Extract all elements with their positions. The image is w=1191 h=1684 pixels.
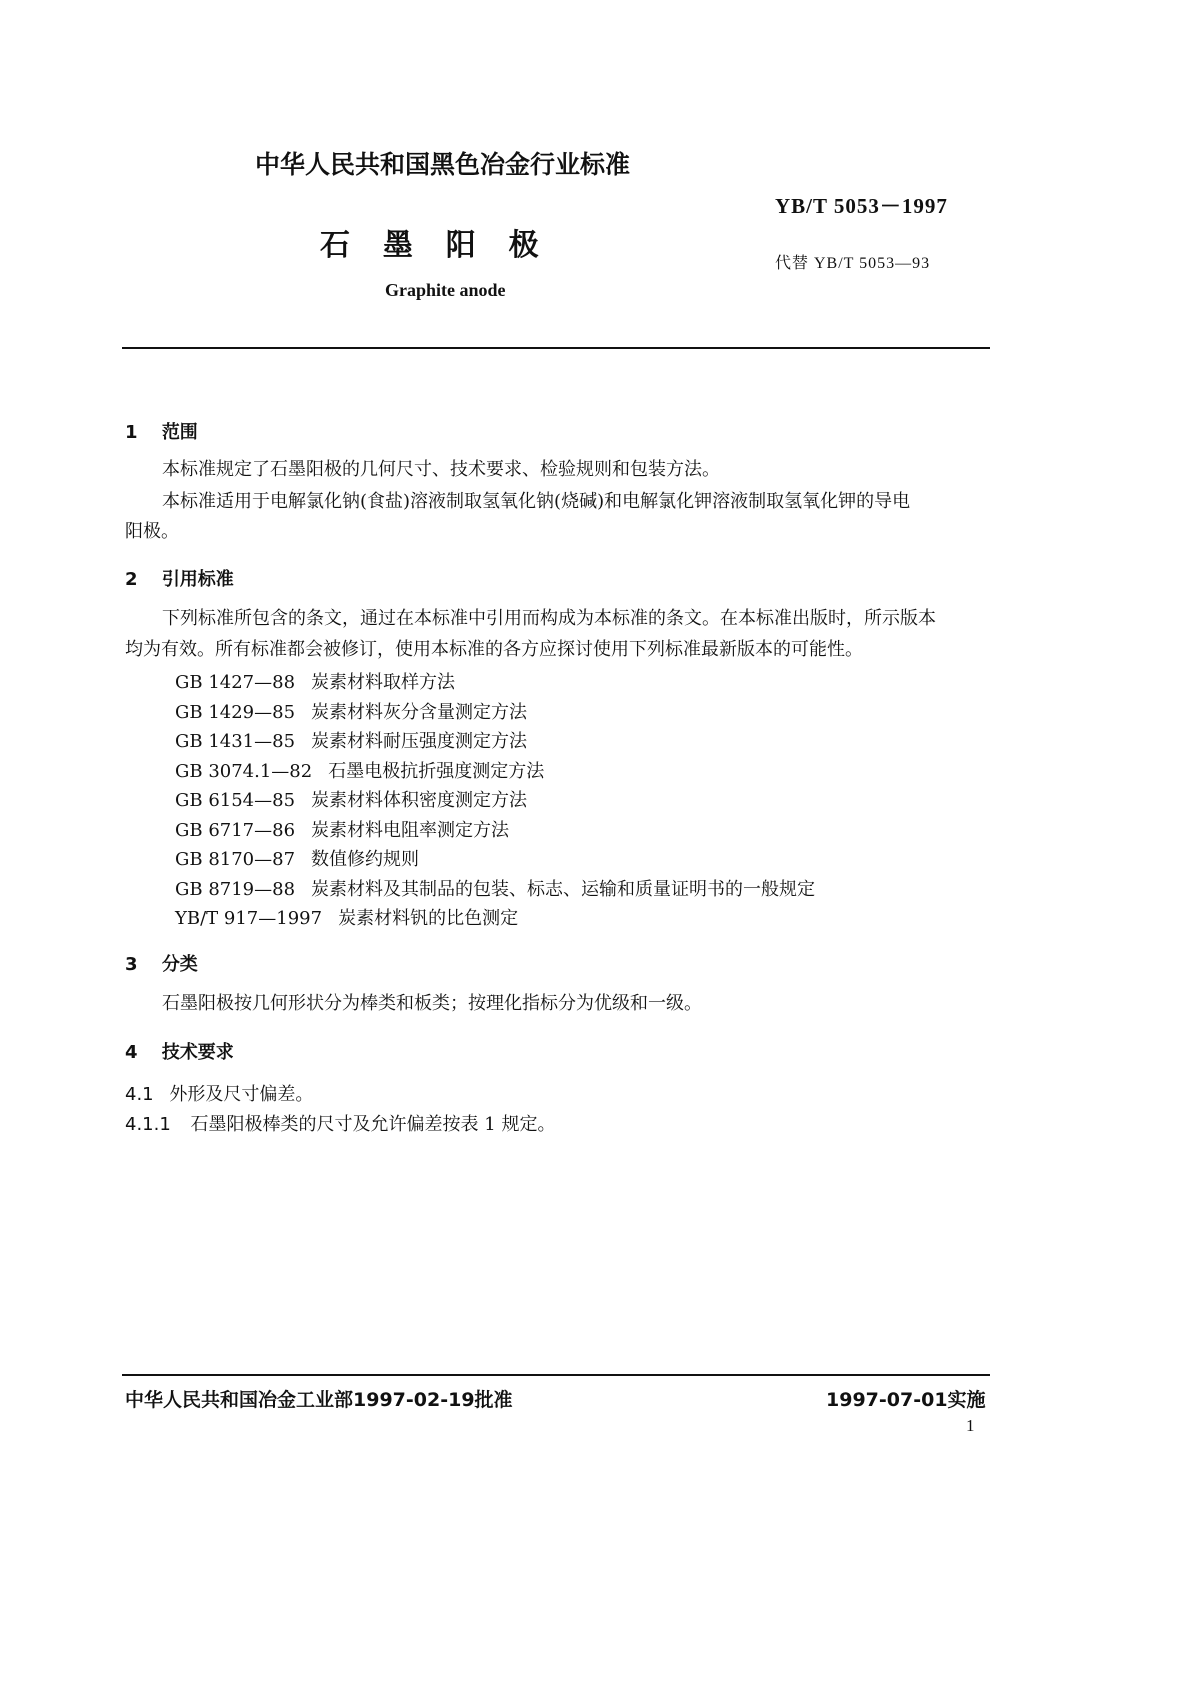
reference-title: 炭素材料取样方法 [311, 672, 456, 693]
standard-number: YB/T 5053－1997 [775, 194, 948, 218]
reference-code: GB 1431—85 [175, 731, 296, 752]
reference-item [175, 816, 509, 842]
paragraph: 下列标准所包含的条文，通过在本标准中引用而构成为本标准的条文。在本标准出版时，所示版本 [162, 608, 936, 629]
clause-number: 4.1 [125, 1084, 154, 1105]
section-title: 引用标准 [161, 569, 234, 590]
page-number: 1 [966, 1416, 975, 1435]
reference-title: 炭素材料电阻率测定方法 [311, 820, 510, 841]
paragraph: 本标准适用于电解氯化钠(食盐)溶液制取氢氧化钠(烧碱)和电解氯化钾溶液制取氢氧化钾的导电 [162, 491, 911, 512]
clause-number: 4.1.1 [125, 1114, 171, 1135]
reference-item [175, 875, 815, 901]
section-number: 4 [125, 1042, 138, 1063]
section-4-heading [125, 1038, 234, 1064]
reference-item [175, 668, 455, 694]
effective-date: 1997-07-01实施 [826, 1389, 986, 1411]
reference-code: GB 8719—88 [175, 879, 296, 900]
reference-code: GB 6154—85 [175, 790, 296, 811]
reference-item [175, 904, 518, 930]
clause-4-1 [125, 1080, 313, 1106]
reference-item [175, 698, 527, 724]
issuing-org-title: 中华人民共和国黑色冶金行业标准 [255, 150, 631, 179]
paragraph: 本标准规定了石墨阳极的几何尺寸、技术要求、检验规则和包装方法。 [162, 459, 720, 480]
reference-item [175, 727, 527, 753]
section-2-heading [125, 565, 234, 591]
reference-item [175, 757, 544, 783]
reference-title: 炭素材料耐压强度测定方法 [311, 731, 528, 752]
reference-title: 炭素材料灰分含量测定方法 [311, 702, 528, 723]
reference-title: 数值修约规则 [311, 849, 420, 870]
document-title: 石 墨 阳 极 [320, 228, 543, 263]
section-number: 1 [125, 422, 138, 443]
replaces-standard: 代替 YB/T 5053—93 [775, 255, 931, 272]
reference-code: YB/T 917—1997 [175, 908, 323, 929]
reference-title: 炭素材料钒的比色测定 [338, 908, 519, 929]
reference-title: 石墨电极抗折强度测定方法 [328, 761, 545, 782]
clause-4-1-1 [125, 1110, 555, 1136]
section-title: 范围 [161, 422, 198, 443]
header-divider [122, 347, 990, 349]
clause-text: 石墨阳极棒类的尺寸及允许偏差按表 1 规定。 [190, 1114, 556, 1135]
reference-code: GB 1427—88 [175, 672, 296, 693]
reference-item [175, 786, 527, 812]
approval-statement: 中华人民共和国冶金工业部1997-02-19批准 [125, 1389, 513, 1411]
section-1-heading [125, 418, 198, 444]
section-title: 分类 [161, 954, 198, 975]
section-3-heading [125, 950, 198, 976]
paragraph: 石墨阳极按几何形状分为棒类和板类；按理化指标分为优级和一级。 [162, 993, 702, 1014]
reference-title: 炭素材料及其制品的包装、标志、运输和质量证明书的一般规定 [311, 879, 816, 900]
reference-code: GB 6717—86 [175, 820, 296, 841]
reference-title: 炭素材料体积密度测定方法 [311, 790, 528, 811]
english-title: Graphite anode [385, 280, 506, 300]
reference-item [175, 845, 419, 871]
clause-text: 外形及尺寸偏差。 [169, 1084, 314, 1105]
section-title: 技术要求 [161, 1042, 234, 1063]
footer-divider [122, 1374, 990, 1376]
paragraph-continuation: 阳极。 [125, 521, 179, 542]
reference-code: GB 3074.1—82 [175, 761, 313, 782]
reference-code: GB 1429—85 [175, 702, 296, 723]
section-number: 2 [125, 569, 138, 590]
paragraph-continuation: 均为有效。所有标准都会被修订，使用本标准的各方应探讨使用下列标准最新版本的可能性。 [125, 639, 863, 660]
reference-code: GB 8170—87 [175, 849, 296, 870]
section-number: 3 [125, 954, 138, 975]
